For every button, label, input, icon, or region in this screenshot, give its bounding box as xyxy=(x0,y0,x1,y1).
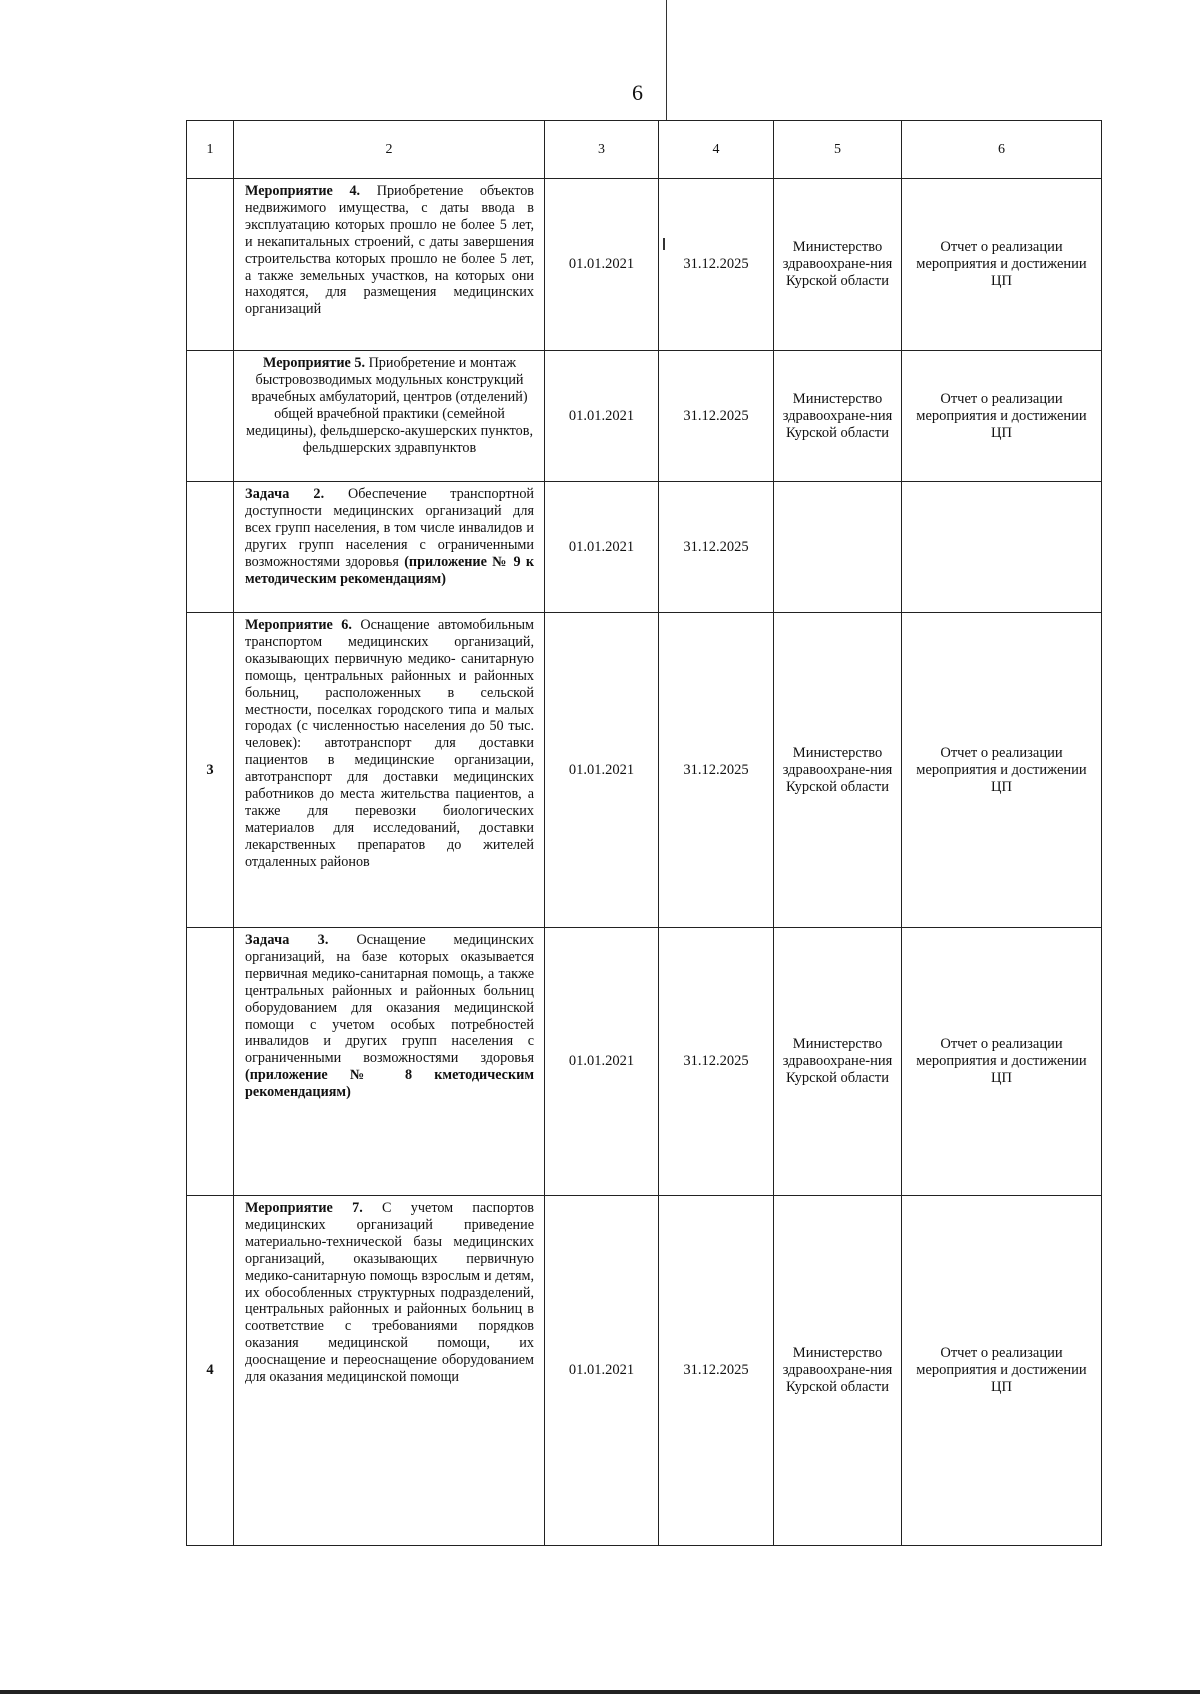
row-result: Отчет о реализации мероприятия и достижении ЦП xyxy=(902,1196,1102,1546)
row-result: Отчет о реализации мероприятия и достижении ЦП xyxy=(902,351,1102,482)
column-header-3: 3 xyxy=(545,121,659,179)
row-end-date: 31.12.2025 xyxy=(659,482,774,613)
row-description xyxy=(234,351,545,482)
row-number xyxy=(187,928,234,1196)
row-start-date: 01.01.2021 xyxy=(545,482,659,613)
row-text: Обеспечение транспортной доступности медицинских организаций для всех групп населения, в том числе инвалидов и других групп населения с ограниченными возможностями здоровья xyxy=(245,486,534,570)
table-row xyxy=(187,613,1102,928)
row-result: Отчет о реализации мероприятия и достижении ЦП xyxy=(902,613,1102,928)
table-header-row xyxy=(187,121,1102,179)
row-start-date: 01.01.2021 xyxy=(545,928,659,1196)
row-end-date: 31.12.2025 xyxy=(659,1196,774,1546)
row-number xyxy=(187,482,234,613)
row-number: 3 xyxy=(187,613,234,928)
row-executor: Министерство здравоохране-ния Курской области xyxy=(774,179,902,351)
row-start-date: 01.01.2021 xyxy=(545,351,659,482)
row-title: Мероприятие 5. xyxy=(262,355,366,371)
row-end-date: 31.12.2025 xyxy=(659,928,774,1196)
row-title: Мероприятие 4. xyxy=(245,183,361,199)
scan-artifact-line xyxy=(666,0,667,120)
table-row xyxy=(187,482,1102,613)
row-executor: Министерство здравоохране-ния Курской области xyxy=(774,351,902,482)
row-executor: Министерство здравоохране-ния Курской области xyxy=(774,1196,902,1546)
row-title: Задача 3. xyxy=(245,932,329,948)
column-header-1: 1 xyxy=(187,121,234,179)
row-text: Приобретение объектов недвижимого имущества, с даты ввода в эксплуатацию которых прошло не более 5 лет, и некапитальных строений, с даты завершения строительства которых прошло не более 5 лет, а также земельных участков, на которых они находятся, для размещения медицинских организаций xyxy=(245,183,535,318)
row-executor xyxy=(774,482,902,613)
row-title: Задача 2. xyxy=(245,486,325,502)
row-start-date: 01.01.2021 xyxy=(545,613,659,928)
row-description xyxy=(234,928,545,1196)
row-executor: Министерство здравоохране-ния Курской области xyxy=(774,613,902,928)
row-title: Мероприятие 7. xyxy=(245,1200,363,1216)
row-text: С учетом паспортов медицинских организаций приведение материально-технической базы медицинских организаций, оказывающих первичную медико-санитарную помощь взрослым и детям, их обособленных структурных подразделений, центральных районных и районных больниц в соответствие с требованиями порядков оказания медицинской помощи, их дооснащение и переоснащение оборудованием для оказания медицинской помощи xyxy=(245,1200,534,1386)
row-text: Оснащение медицинских организаций, на базе которых оказывается первичная медико-санитарная помощь, а также центральных районных и районных больниц оборудованием для оказания медицинской помощи с учетом особых потребностей инвалидов и других групп населения с ограниченными возможностями здоровья xyxy=(245,932,534,1067)
row-description xyxy=(234,179,545,351)
column-header-6: 6 xyxy=(902,121,1102,179)
row-result: Отчет о реализации мероприятия и достижении ЦП xyxy=(902,928,1102,1196)
column-header-2: 2 xyxy=(234,121,545,179)
row-result xyxy=(902,482,1102,613)
row-description xyxy=(234,613,545,928)
table-row xyxy=(187,351,1102,482)
row-title: Мероприятие 6. xyxy=(245,617,352,633)
row-number xyxy=(187,351,234,482)
row-text: Оснащение автомобильным транспортом медицинских организаций, оказывающих первичную медико- санитарную помощь, центральных районных и районных больниц, расположенных в сельской местности, поселках городского типа и малых городах (с численностью населения до 50 тыс. человек): автотранспорт для доставки пациентов в медицинские организации, автотранспорт для доставки медицинских работников до места жительства пациентов, а также для перевозки биологических материалов для исследований, доставки лекарственных препаратов до жителей отдаленных районов xyxy=(245,617,534,870)
table-row xyxy=(187,928,1102,1196)
row-appendix-ref: (приложение № 8 кметодическим рекомендациям) xyxy=(245,1067,534,1101)
row-start-date: 01.01.2021 xyxy=(545,179,659,351)
row-text: Приобретение и монтаж быстровозводимых модульных конструкций врачебных амбулаторий, центров (отделений) общей врачебной практики (семейной медицины), фельдшерско-акушерских пунктов, фельдшерских здравпунктов xyxy=(245,355,534,456)
column-header-5: 5 xyxy=(774,121,902,179)
scan-bottom-edge xyxy=(0,1690,1200,1694)
row-description xyxy=(234,482,545,613)
row-result: Отчет о реализации мероприятия и достижении ЦП xyxy=(902,179,1102,351)
table-row xyxy=(187,179,1102,351)
row-end-date: 31.12.2025 xyxy=(659,179,774,351)
row-executor: Министерство здравоохране-ния Курской области xyxy=(774,928,902,1196)
activities-table xyxy=(186,120,1102,1546)
row-number: 4 xyxy=(187,1196,234,1546)
table-row xyxy=(187,1196,1102,1546)
row-end-date: 31.12.2025 xyxy=(659,351,774,482)
row-number xyxy=(187,179,234,351)
row-start-date: 01.01.2021 xyxy=(545,1196,659,1546)
page-number: 6 xyxy=(632,80,643,105)
row-appendix-ref: (приложение № 9 к методическим рекомендациям) xyxy=(245,553,535,587)
row-description xyxy=(234,1196,545,1546)
row-end-date: 31.12.2025 xyxy=(659,613,774,928)
column-header-4: 4 xyxy=(659,121,774,179)
